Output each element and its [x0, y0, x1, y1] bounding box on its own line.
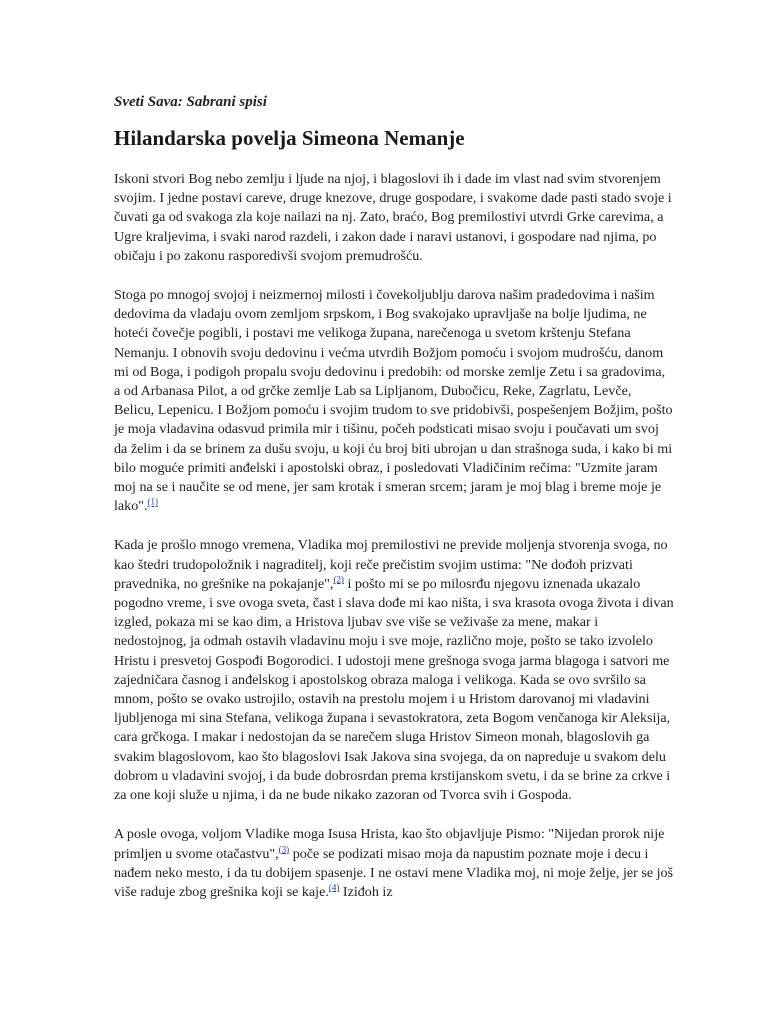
document-page — [114, 92, 674, 922]
footnote-link-4[interactable]: (4) — [328, 882, 340, 893]
footnote-link-1[interactable]: (1) — [147, 496, 159, 507]
paragraph-text: i pošto mi se po milosrđu njegovu iznenada ukazalo pogodno vreme, i sve ovoga sveta, čast i slava dođe mi kao ništa, i sva krasota ovoga života i divan izgled, pokaza mi se kao dim, a Hristova ljubav sve više se veživaše za mene, makar i nedostojnog, ja odmah ostavih vladavinu moju i sve moje, različno moje, pošto se tako izvolelo Hristu i presvetoj Gospođi Bogorodici. I udostoji mene grešnoga svoga jarma blagoga i satvori me zajedničara časnog i anđelskog i apostolskog obraza maloga i velikoga. Kada se ovo svršilo sa mnom, pošto se ovako ustrojilo, ostavih na prestolu mojem i u Hristom darovanoj mi vladavini ljubljenoga mi sina Stefana, velikoga župana i sevastokratora, zeta Bogom venčanoga kir Aleksija, cara grčkoga. I makar i nedostojan da se narečem sluga Hristov Simeon monah, blagoslovih ga svakim blagoslovom, kao što blagoslovi Isak Jakova sina svojega, da on napreduje u svakom delu dobrom u vladavini svojoj, i da bude dobrosrdan prema krstijanskom svetu, i da se brine za crkve i za one koji služe u njima, i da ne bude nikako zazoran od Tvorca svih i Gospoda. — [114, 575, 674, 804]
paragraph-text: A posle ovoga, voljom Vladike moga Isusa Hrista, kao što objavljuje Pismo: "Nijedan prorok nije primljen u svome otačastvu", — [114, 826, 665, 862]
footnote-link-3[interactable]: (3) — [278, 843, 290, 854]
paragraph-text: Iskoni stvori Bog nebo zemlju i ljude na njoj, i blagoslovi ih i dade im vlast nad svim stvorenjem svojim. I jedne postavi careve, druge knezove, druge gospodare, i svakome dade pasti stado svoje i čuvati ga od svakoga zla koje nailazi na nj. Zato, braćo, Bog premilostivi utvrdi Grke carevima, a Ugre kraljevima, i svaki narod razdeli, i zakon dade i naravi ustanovi, i gospodare nad njima, po običaju i po zakonu rasporedivši svojom premudrošću. — [114, 171, 672, 264]
paragraph-3 — [114, 536, 674, 805]
paragraph-text: Kada je prošlo mnogo vremena, Vladika moj premilostivi ne previde moljenja stvorenja svoga, no kao štedri trudopoložnik i nagraditelj, koji reče prečistim svojim ustima: "Ne dođoh prizvati pravednika, no grešnike na pokajanje", — [114, 537, 668, 592]
footnote-link-2[interactable]: (2) — [333, 574, 344, 585]
paragraph-4 — [114, 825, 674, 902]
paragraph-text: poče se podizati misao moja da napustim poznate moje i decu i nađem neko mesto, i da tu dobijem spasenje. I ne ostavi mene Vladika moj, ni moje želje, jer se još više raduje zbog grešnika koji se kaje. — [114, 845, 674, 900]
paragraph-text: Stoga po mnogoj svojoj i neizmernoj milosti i čovekoljublju darova našim pradedovima i našim dedovima da vladaju ovom zemljom srpskom, i Bog svakojako upravljaše na bolje ljudima, ne hoteći čovečje pogibli, i postavi me velikoga župana, narečenoga u svetom krštenju Stefana Nemanju. I obnovih svoju dedovinu i većma utvrdih Božjom pomoću i svojom mudrošću, danom mi od Boga, i podigoh propalu svoju dedovinu i predobih: od morske zemlje Zetu i sa gradovima, a od Arbanasa Pilot, a od grčke zemlje Lab sa Lipljanom, Dubočicu, Reke, Zagrlatu, Levče, Belicu, Lepenicu. I Božjom pomoću i svojim trudom to sve pridobivši, pospešenjem Božjim, pošto je moja vladavina odasvud primila mir i tišinu, počeh podsticati misao svoju i poučavati um svoj da želim i da se brinem za dušu svoju, u koji ću broj biti ubrojan u dan strašnoga suda, i kako bi mi bilo moguće primiti anđelski i apostolski obraz, i posledovati Vladičinim rečima: "Uzmite jaram moj na se i naučite se od mene, jer sam krotak i smeran srcem; jaram je moj blag i breme moje je lako". — [114, 287, 673, 515]
paragraph-1 — [114, 170, 674, 266]
paragraph-text: Iziđoh iz — [339, 883, 393, 900]
paragraph-2 — [114, 286, 674, 516]
book-title: Sveti Sava: Sabrani spisi — [114, 94, 267, 110]
document-title: Hilandarska povelja Simeona Nemanje — [114, 126, 465, 150]
